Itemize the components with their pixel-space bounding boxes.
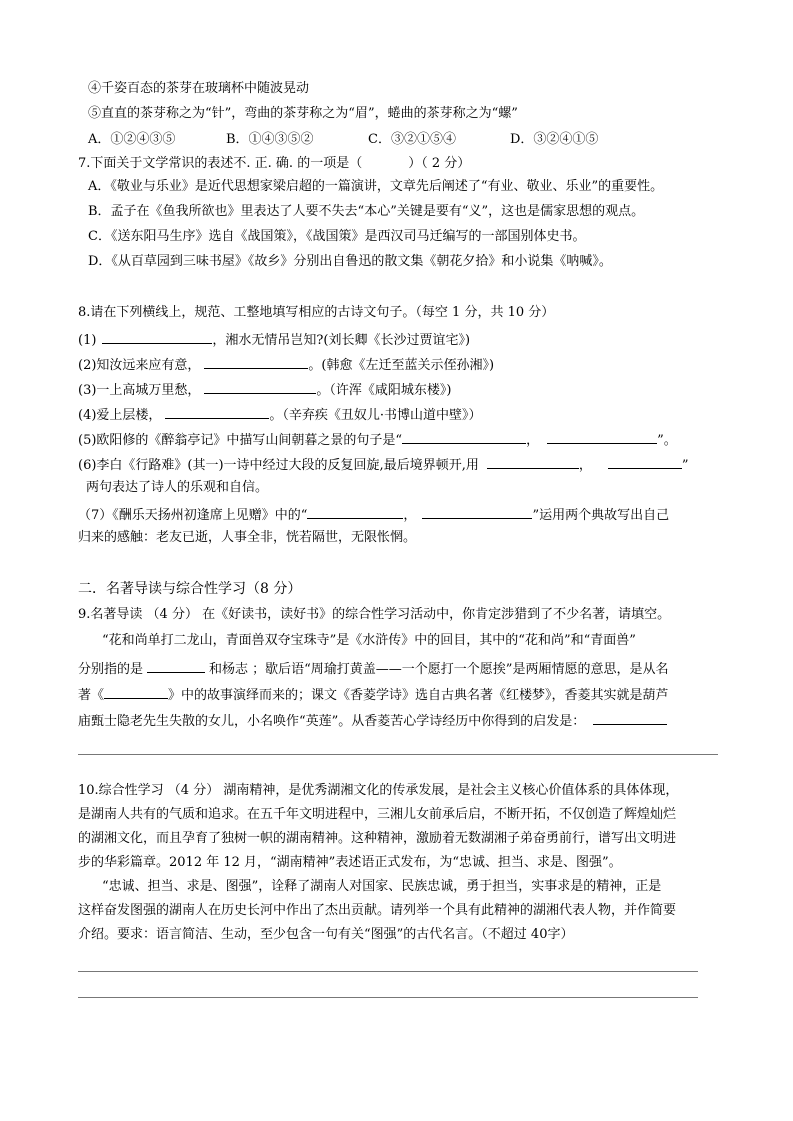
q8-l3-text: (3)一上高城万里愁， xyxy=(78,383,201,398)
q6-option-b: B．①④③⑤② xyxy=(226,132,314,147)
q6-item-4: ④千姿百态的茶芽在玻璃杯中随波晃动 xyxy=(88,81,310,96)
q10-line-7: 介绍。要求：语言简洁、生动，至少包含一句有关“图强”的古代名言。（不超过 40字） xyxy=(78,927,574,942)
q10-line-1: 10.综合性学习 （4 分） 湖南精神，是优秀湖湘文化的传承发展，是社会主义核心价值体系的具体体现， xyxy=(78,783,679,798)
q7-option-b: B．孟子在《鱼我所欲也》里表达了人要不失去“本心”关键是要有“义”，这也是儒家思想的观点。 xyxy=(88,204,645,219)
q10-line-6: 这样奋发图强的湖南人在历史长河中作出了杰出贡献。请列举一个具有此精神的湖湘代表人物，并作简要 xyxy=(78,903,677,918)
q8-stem: 8.请在下列横线上，规范、工整地填写相应的古诗文句子。（每空 1 分，共 10 分） xyxy=(78,305,555,320)
q8-blank-7a[interactable] xyxy=(307,504,403,519)
q7-option-d: D．《从百草园到三味书屋》《故乡》分别出自鲁迅的散文集《朝花夕拾》和小说集《呐喊》。 xyxy=(88,254,612,269)
q10-line-4: 步的华彩篇章。2012 年 12 月，“湖南精神”表述语正式发布，为“忠诚、担当、求是、图强”。 xyxy=(78,855,622,870)
q8-line-5 xyxy=(78,429,677,450)
q9-p2-rest: 和杨志 ；歇后语“周瑜打黄盖——一个愿打一个愿挨”是两厢情愿的意思，是从名 xyxy=(209,662,669,677)
q8-l7-end: ”运用两个典故写出自己 xyxy=(532,508,670,523)
q8-line-7 xyxy=(78,504,669,525)
q8-l2-end: 。(韩愈《左迁至蓝关示侄孙湘》) xyxy=(308,358,495,373)
q8-l6-mid: ， xyxy=(578,458,592,473)
q8-blank-3[interactable] xyxy=(204,379,316,394)
q8-l1-number: (1) xyxy=(78,333,97,348)
q8-l1-text: ，湘水无情吊岂知?(刘长卿《长沙过贾谊宅》) xyxy=(212,333,471,348)
q8-l2-text: (2)知汝远来应有意， xyxy=(78,358,201,373)
q10-line-2: 是湖南人共有的气质和追求。在五千年文明进程中，三湘儿女前承后启，不断开拓，不仅创造了辉煌灿烂 xyxy=(78,807,677,822)
q8-line-4 xyxy=(78,404,482,425)
q8-l5-text: (5)欧阳修的《醉翁亭记》中描写山间朝暮之景的句子是“ xyxy=(78,433,403,448)
q9-answer-line[interactable] xyxy=(78,754,718,755)
q8-l5-mid: ， xyxy=(526,433,540,448)
q8-line-1 xyxy=(78,329,470,350)
q8-line-3 xyxy=(78,379,452,400)
q8-l5-end: ”。 xyxy=(657,433,677,448)
q8-l6-end: ” xyxy=(681,458,689,473)
q8-blank-2[interactable] xyxy=(204,354,308,369)
q8-l4-text: (4)爱上层楼， xyxy=(78,408,162,423)
q9-paragraph-3 xyxy=(78,684,669,705)
q8-l6-text: (6)李白《行路难》(其一)一诗中经过大段的反复回旋,最后境界顿开,用 xyxy=(78,458,479,473)
q10-answer-line-2[interactable] xyxy=(78,997,698,998)
q9-p3-rest: 》中的故事演绎而来的；课文《香菱学诗》选自古典名著《红楼梦》，香菱其实就是葫芦 xyxy=(168,688,669,703)
q7-stem-text: 7.下面关于文学常识的表述不. 正. 确. 的一项是（ xyxy=(78,156,363,171)
q6-option-a: A．①②④③⑤ xyxy=(88,132,176,147)
q9-p3-lead: 著《 xyxy=(78,688,105,703)
q10-answer-line-1[interactable] xyxy=(78,971,698,972)
q8-l7-mid: ， xyxy=(403,508,417,523)
q9-paragraph-4 xyxy=(78,710,667,731)
q6-item-5: ⑤直直的茶芽称之为“针”，弯曲的茶芽称之为“眉”，蜷曲的茶芽称之为“螺” xyxy=(88,106,518,121)
q8-blank-5b[interactable] xyxy=(547,429,657,444)
q8-line-6b: 两句表达了诗人的乐观和自信。 xyxy=(86,480,269,495)
q8-blank-1[interactable] xyxy=(102,329,212,344)
q8-blank-6b[interactable] xyxy=(608,454,682,469)
section-2-title: 二．名著导读与综合性学习（8 分） xyxy=(78,581,302,597)
q8-l4-end: 。（辛弃疾《丑奴儿·书博山道中壁》） xyxy=(269,408,482,423)
q8-blank-4[interactable] xyxy=(165,404,269,419)
q7-option-a: A．《敬业与乐业》是近代思想家梁启超的一篇演讲，文章先后阐述了“有业、敬业、乐业”的重要性。 xyxy=(88,179,664,194)
q8-blank-6a[interactable] xyxy=(487,454,579,469)
q8-line-2 xyxy=(78,354,494,375)
q10-line-3: 的湖湘文化，而且孕育了独树一帜的湖南精神。这种精神，激励着无数湖湘子弟奋勇前行，谱写出文明进 xyxy=(78,831,677,846)
q9-blank-book[interactable] xyxy=(104,684,168,699)
q9-paragraph-2 xyxy=(78,658,668,679)
q10-line-5: “忠诚、担当、求是、图强”，诠释了湖南人对国家、民族忠诚，勇于担当，实事求是的精神，正是 xyxy=(102,879,662,894)
q8-line-6 xyxy=(78,454,689,475)
q8-blank-5a[interactable] xyxy=(402,429,526,444)
q8-l3-end: 。（许浑《咸阳城东楼》) xyxy=(316,383,452,398)
q9-blank-huaheshang[interactable] xyxy=(147,658,205,673)
q9-p2-lead: 分别指的是 xyxy=(78,662,144,677)
q7-option-c: C．《送东阳马生序》选自《战国策》，《战国策》是西汉司马迁编写的一部国别体史书。 xyxy=(88,229,586,244)
q9-stem: 9.名著导读 （4 分） 在《好读书，读好书》的综合性学习活动中，你肯定涉猎到了不少名著，请填空。 xyxy=(78,607,671,622)
q6-option-d: D．③②④①⑤ xyxy=(510,132,599,147)
q7-stem-score: ）（ 2 分） xyxy=(408,156,471,171)
q9-p4-text: 庙甄士隐老先生失散的女儿，小名唤作“英莲”。从香菱苦心学诗经历中你得到的启发是： xyxy=(78,714,586,729)
q7-stem xyxy=(78,155,470,173)
q8-line-7b: 归来的感触：老友已逝，人事全非，恍若隔世，无限怅惘。 xyxy=(78,530,417,545)
q8-blank-7b[interactable] xyxy=(422,504,532,519)
q6-option-c: C．③②①⑤④ xyxy=(368,132,456,147)
q9-paragraph-1: “花和尚单打二龙山，青面兽双夺宝珠寺”是《水浒传》中的回目，其中的“花和尚”和“青面兽” xyxy=(102,633,636,648)
q8-l7-text: （7）《酬乐天扬州初逢席上见赠》中的“ xyxy=(78,508,308,523)
q9-blank-inspiration[interactable] xyxy=(593,710,667,725)
